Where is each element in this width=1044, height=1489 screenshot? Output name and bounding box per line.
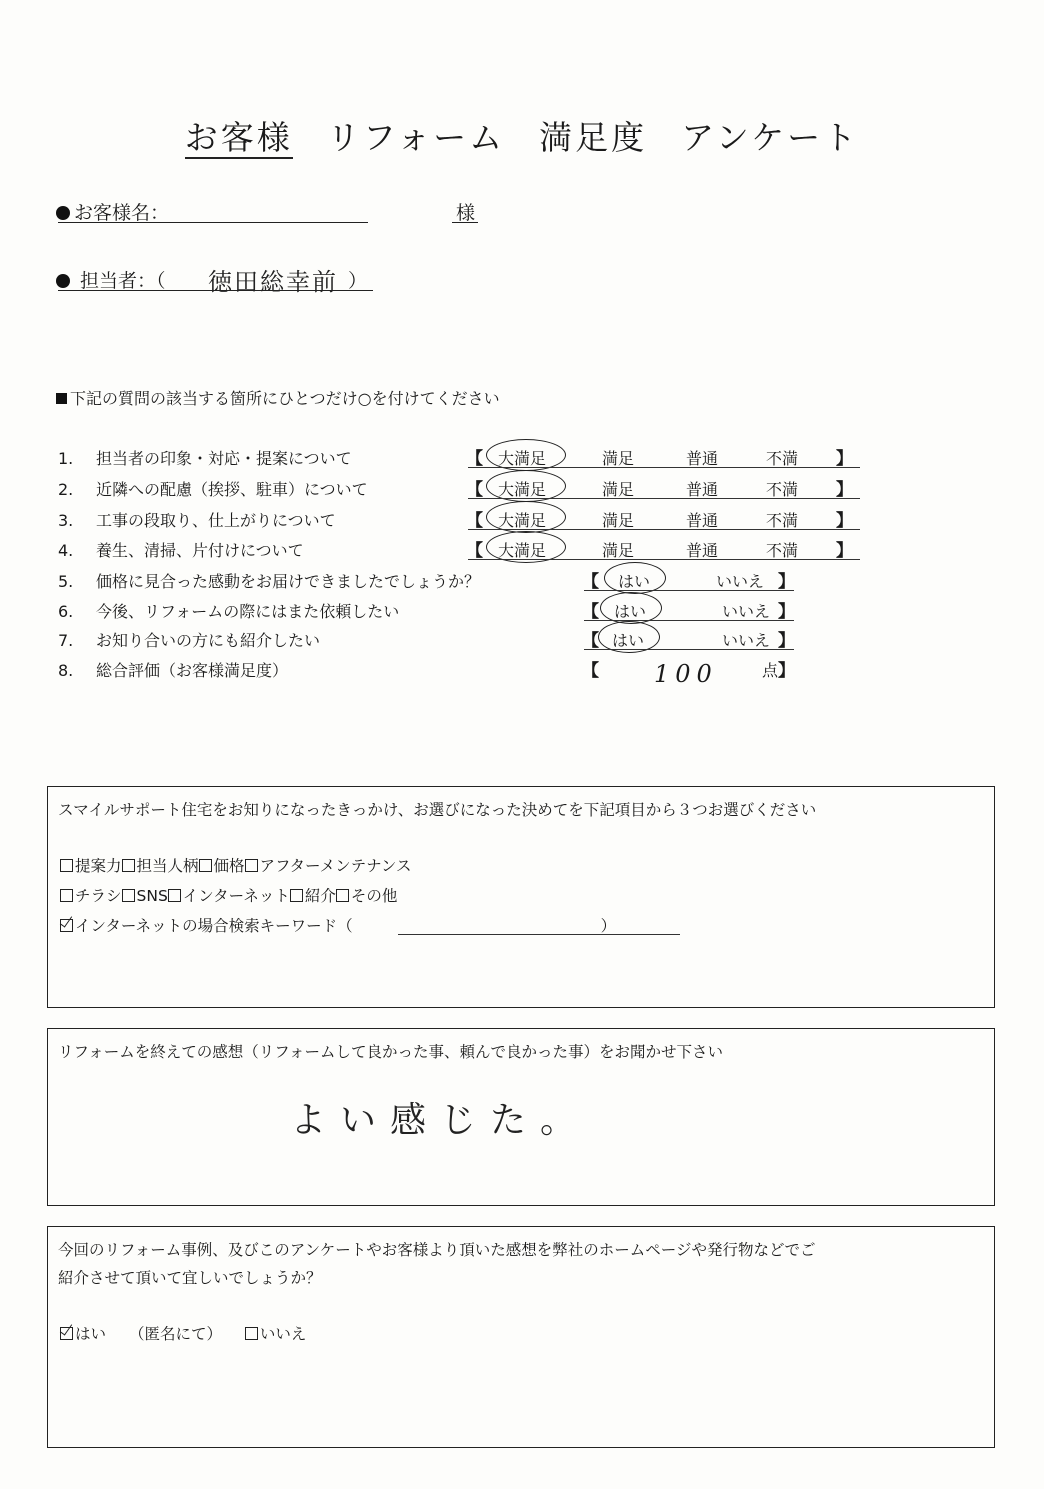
choice-label: インターネット <box>182 887 290 905</box>
permission-heading-line1: 今回のリフォーム事例、及びこのアンケートやお客様より頂いた感想を弊社のホームページや発行物などでご <box>58 1241 816 1259</box>
answer-underline <box>468 467 860 468</box>
choice-label: 担当人柄 <box>136 857 199 875</box>
instruction <box>56 386 500 409</box>
option-yes[interactable]: はい <box>612 631 645 650</box>
question-text: 工事の段取り、仕上がりについて <box>96 511 336 530</box>
checkbox-yes-checked[interactable] <box>60 1327 73 1340</box>
keyword-label: インターネットの場合検索キーワード（ <box>75 917 353 935</box>
option-no[interactable]: いいえ <box>722 631 771 650</box>
bracket-open: 【 <box>466 511 483 531</box>
bracket-close: 】 <box>836 511 853 531</box>
answer-underline <box>468 529 860 530</box>
customer-name-field <box>56 198 169 225</box>
question-3 <box>58 508 336 531</box>
choice-label: チラシ <box>75 887 122 905</box>
option-satisfied[interactable]: 満足 <box>602 541 635 560</box>
suffix-underline <box>452 222 478 223</box>
answer-underline <box>584 620 794 621</box>
keyword-underline <box>398 934 680 935</box>
title-customer: お客様 <box>184 118 293 157</box>
option-no[interactable]: いいえ <box>716 572 765 591</box>
answer-underline <box>584 649 794 650</box>
customer-suffix: 様 <box>456 202 476 224</box>
option-yes[interactable]: はい <box>614 602 647 621</box>
permission-heading-line2: 紹介させて頂いて宜しいでしょうか？ <box>58 1269 322 1287</box>
bracket-close: 】 <box>836 541 853 561</box>
question-number: 2. <box>58 480 74 499</box>
bracket-open: 【 <box>466 449 483 469</box>
bracket-close: 】 <box>778 661 795 681</box>
checkbox[interactable] <box>199 859 212 872</box>
question-text: 近隣への配慮（挨拶、駐車）について <box>96 480 368 499</box>
option-yes[interactable]: はい <box>618 572 651 591</box>
question-1 <box>58 446 352 469</box>
overall-score-value[interactable]: 100 <box>654 660 718 688</box>
bracket-open: 【 <box>466 541 483 561</box>
checkbox[interactable] <box>290 889 303 902</box>
question-text: 総合評価（お客様満足度） <box>96 661 289 680</box>
option-dissatisfied[interactable]: 不満 <box>766 480 799 499</box>
question-4 <box>58 538 304 561</box>
checkbox-checked[interactable] <box>60 919 73 932</box>
option-normal[interactable]: 普通 <box>686 480 719 499</box>
choice-label: アフターメンテナンス <box>259 857 412 875</box>
staff-underline <box>58 290 373 291</box>
anonymous-label: （匿名にて） <box>128 1325 222 1343</box>
title-satisfaction: 満足度 <box>539 118 648 157</box>
bracket-open: 【 <box>466 480 483 500</box>
answer-underline <box>468 559 860 560</box>
page-title <box>0 112 1044 159</box>
question-text: お知り合いの方にも紹介したい <box>96 631 321 650</box>
question-text: 価格に見合った感動をお届けできましたでしょうか？ <box>96 572 481 591</box>
option-very-satisfied[interactable]: 大満足 <box>498 480 547 499</box>
question-number: 7. <box>58 631 74 650</box>
customer-name-label: お客様名： <box>74 202 170 224</box>
option-very-satisfied[interactable]: 大満足 <box>498 541 547 560</box>
choice-label: SNS <box>136 887 168 905</box>
question-text: 担当者の印象・対応・提案について <box>96 449 352 468</box>
bracket-open: 【 <box>582 602 599 622</box>
question-6 <box>58 599 399 622</box>
bracket-close: 】 <box>778 572 795 592</box>
square-bullet-icon <box>56 393 67 404</box>
checkbox[interactable] <box>60 859 73 872</box>
customer-name-line <box>58 222 368 223</box>
answer-underline <box>468 498 860 499</box>
option-normal[interactable]: 普通 <box>686 511 719 530</box>
choice-label: その他 <box>350 887 398 905</box>
bracket-open: 【 <box>582 572 599 592</box>
question-8 <box>58 658 288 681</box>
question-2 <box>58 477 368 500</box>
checkbox[interactable] <box>122 889 135 902</box>
staff-label: 担当者：（ <box>80 270 166 292</box>
option-satisfied[interactable]: 満足 <box>602 511 635 530</box>
option-normal[interactable]: 普通 <box>686 449 719 468</box>
option-satisfied[interactable]: 満足 <box>602 480 635 499</box>
question-number: 3. <box>58 511 74 530</box>
question-number: 5. <box>58 572 74 591</box>
option-no[interactable]: いいえ <box>722 602 771 621</box>
choice-label: 提案力 <box>75 857 122 875</box>
checkbox[interactable] <box>122 859 135 872</box>
yes-label: はい <box>75 1325 107 1343</box>
question-number: 1. <box>58 449 74 468</box>
staff-field <box>56 266 166 293</box>
checkbox-no[interactable] <box>245 1327 258 1340</box>
title-reform: リフォーム <box>326 118 506 157</box>
option-normal[interactable]: 普通 <box>686 541 719 560</box>
checkbox[interactable] <box>336 889 349 902</box>
option-dissatisfied[interactable]: 不満 <box>766 449 799 468</box>
question-number: 6. <box>58 602 74 621</box>
impression-heading: リフォームを終えての感想（リフォームして良かった事、頼んで良かった事）をお聞かせ下さい <box>58 1043 723 1061</box>
bracket-close: 】 <box>836 480 853 500</box>
bracket-open: 【 <box>582 631 599 651</box>
title-survey: アンケート <box>681 118 860 157</box>
question-number: 4. <box>58 541 74 560</box>
bracket-close: 】 <box>778 631 795 651</box>
staff-close: ） <box>348 270 368 292</box>
option-dissatisfied[interactable]: 不満 <box>766 541 799 560</box>
question-text: 今後、リフォームの際にはまた依頼したい <box>96 602 400 621</box>
checkbox[interactable] <box>245 859 258 872</box>
bracket-close: 】 <box>778 602 795 622</box>
option-dissatisfied[interactable]: 不満 <box>766 511 799 530</box>
option-satisfied[interactable]: 満足 <box>602 449 635 468</box>
discovery-row-1 <box>60 854 411 876</box>
bracket-open: 【 <box>582 661 599 681</box>
bracket-close: 】 <box>836 449 853 469</box>
instruction-text: 下記の質問の該当する箇所にひとつだけ○を付けてください <box>70 389 500 408</box>
question-7 <box>58 628 320 651</box>
discovery-row-3 <box>60 914 616 936</box>
impression-handwritten[interactable]: よい感じた。 <box>290 1100 591 1141</box>
option-very-satisfied[interactable]: 大満足 <box>498 449 547 468</box>
checkbox[interactable] <box>60 889 73 902</box>
question-number: 8. <box>58 661 74 680</box>
discovery-heading: スマイルサポート住宅をお知りになったきっかけ、お選びになった決めてを下記項目から３つお選びください <box>58 801 817 819</box>
choice-label: 価格 <box>213 857 245 875</box>
question-text: 養生、清掃、片付けについて <box>96 541 304 560</box>
score-unit: 点 <box>762 661 779 680</box>
bullet-icon <box>56 206 70 220</box>
answer-underline <box>584 590 794 591</box>
question-5 <box>58 569 480 592</box>
no-label: いいえ <box>259 1325 307 1343</box>
permission-options <box>60 1322 306 1344</box>
staff-handwritten-name: 徳田総幸前 <box>208 268 338 296</box>
checkbox[interactable] <box>168 889 181 902</box>
option-very-satisfied[interactable]: 大満足 <box>498 511 547 530</box>
choice-label: 紹介 <box>304 887 336 905</box>
keyword-close: ） <box>600 917 617 935</box>
bullet-icon <box>56 274 70 288</box>
discovery-row-2 <box>60 884 397 906</box>
